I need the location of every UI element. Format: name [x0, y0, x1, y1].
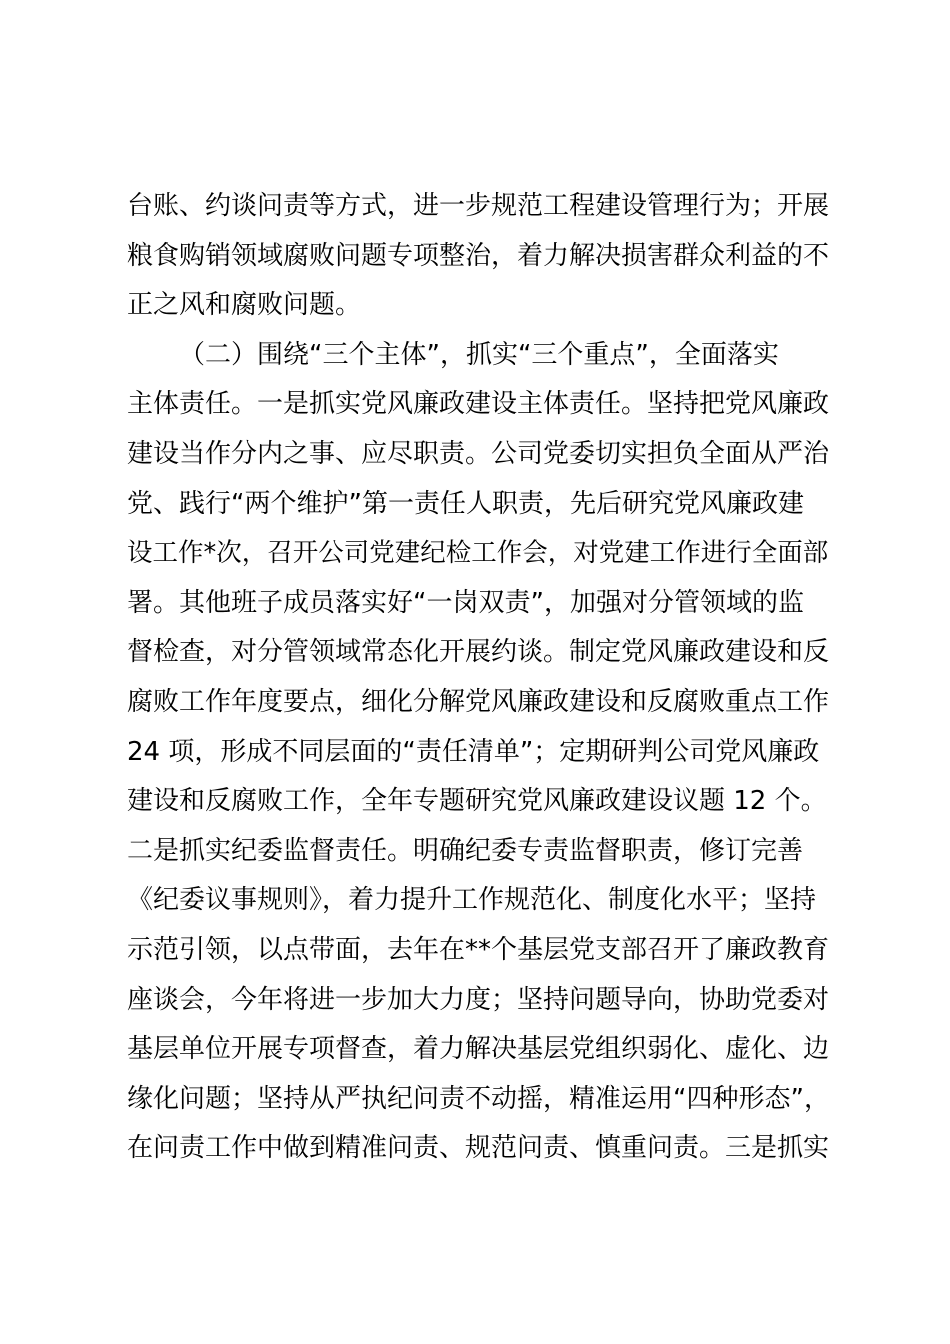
text-line: 腐败工作年度要点，细化分解党风廉政建设和反腐败重点工作	[127, 686, 830, 717]
text-line: 署。其他班子成员落实好“一岗双责”，加强对分管领域的监	[127, 587, 804, 618]
text-line: 建设当作分内之事、应尽职责。公司党委切实担负全面从严治	[127, 438, 830, 469]
text-line: （二）围绕“三个主体”，抓实“三个重点”，全面落实	[179, 339, 779, 370]
text-line: 缘化问题；坚持从严执纪问责不动摇，精准运用“四种形态”，	[127, 1083, 830, 1114]
text-line: 粮食购销领域腐败问题专项整治，着力解决损害群众利益的不	[127, 240, 830, 271]
text-line: 设工作*次，召开公司党建纪检工作会，对党建工作进行全面部	[127, 538, 829, 569]
text-line: 督检查，对分管领域常态化开展约谈。制定党风廉政建设和反	[127, 637, 830, 668]
body-text	[127, 182, 837, 1174]
text-line: 示范引领，以点带面，去年在**个基层党支部召开了廉政教育	[127, 934, 830, 965]
text-line: 二是抓实纪委监督责任。明确纪委专责监督职责，修订完善	[127, 835, 804, 866]
text-line: 正之风和腐败问题。	[127, 290, 362, 321]
text-line: 在问责工作中做到精准问责、规范问责、慎重问责。三是抓实	[127, 1133, 830, 1164]
text-line: 《纪委议事规则》，着力提升工作规范化、制度化水平；坚持	[127, 885, 817, 916]
text-line: 24 项，形成不同层面的“责任清单”；定期研判公司党风廉政	[127, 736, 820, 767]
text-line: 基层单位开展专项督查，着力解决基层党组织弱化、虚化、边	[127, 1034, 830, 1065]
text-line: 主体责任。一是抓实党风廉政建设主体责任。坚持把党风廉政	[127, 389, 830, 420]
text-line: 建设和反腐败工作，全年专题研究党风廉政建设议题 12 个。	[127, 786, 827, 817]
text-line: 座谈会，今年将进一步加大力度；坚持问题导向，协助党委对	[127, 984, 830, 1015]
text-line: 台账、约谈问责等方式，进一步规范工程建设管理行为；开展	[127, 191, 830, 221]
text-line: 党、践行“两个维护”第一责任人职责，先后研究党风廉政建	[127, 488, 804, 519]
